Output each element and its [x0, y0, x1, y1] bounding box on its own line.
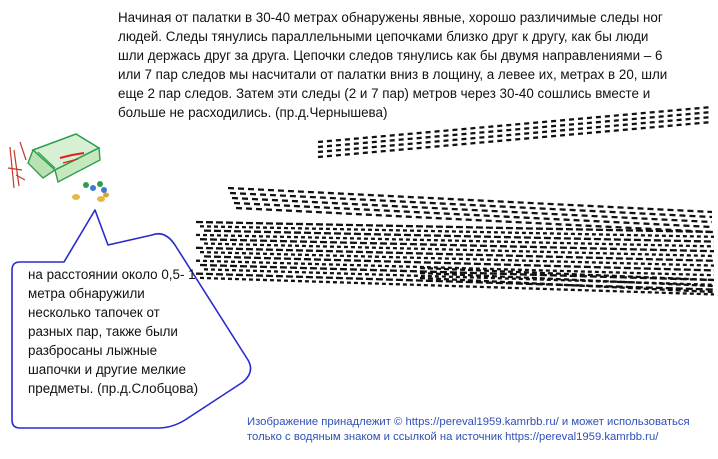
watermark-line-1: Изображение принадлежит © https://pereval1959.kamrbb.ru/ и может использоваться — [247, 416, 690, 428]
skis-icon — [8, 142, 26, 188]
footprint-trail-middle — [234, 203, 712, 227]
footprint-trail-middle — [230, 193, 712, 217]
callout-body: на расстоянии около 0,5- 1 метра обнаружили несколько тапочек от разных пар, также были разбросаны лыжные шапочки и другие мелкие предметы. — [28, 267, 196, 396]
footprint-trail-upper — [318, 122, 712, 157]
tent-icon — [28, 134, 100, 182]
footprint-trail-upper — [318, 107, 712, 142]
footprint-trail-upper — [318, 117, 712, 152]
hats-icon — [72, 193, 109, 203]
main-paragraph-text: Начиная от палатки в 30-40 метрах обнаружены явные, хорошо различимые следы ног людей. Следы тянулись параллельными цепочками близко друг к другу, как бы люди шли держась друг за друга. Цепочки следов тянулись как бы двумя направлениями – 6 или 7 пар следов мы насчитали от палатки вниз в лощину, а левее их, метрах в 20, шли еще 2 пар следов. Затем эти следы (2 и 7 пар) метров через 30-40 сошлись вместе и больше не расходились. — [118, 10, 668, 120]
footprint-trail-upper — [318, 112, 712, 147]
footprint-trail-middle — [228, 188, 712, 212]
callout-text — [28, 265, 203, 398]
footprints-trails — [196, 107, 714, 294]
watermark — [247, 415, 712, 445]
watermark-line-2: только с водяным знаком и ссылкой на источник https://pereval1959.kamrbb.ru/ — [247, 431, 659, 443]
footprint-trail-middle — [232, 198, 712, 222]
slippers-icon — [83, 181, 107, 193]
main-source: (пр.д.Чернышева) — [275, 105, 388, 120]
callout-paragraph — [28, 265, 203, 398]
callout-source: (пр.д.Слобцова) — [97, 381, 199, 396]
